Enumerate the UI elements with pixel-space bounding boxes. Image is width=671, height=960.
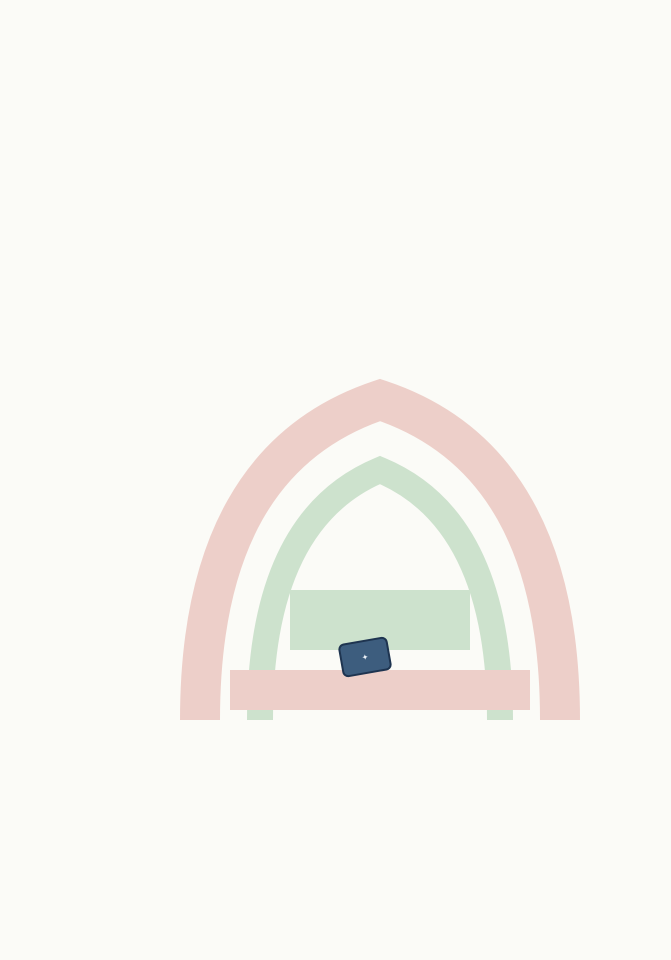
decorative-border-top [0,0,671,44]
decorative-border-left [0,0,44,960]
letter-body [70,96,600,114]
emblem-watermark [140,340,620,760]
official-seal: ✦ [337,636,392,678]
decorative-border-bottom [0,916,671,960]
decorative-border-right [627,0,671,960]
